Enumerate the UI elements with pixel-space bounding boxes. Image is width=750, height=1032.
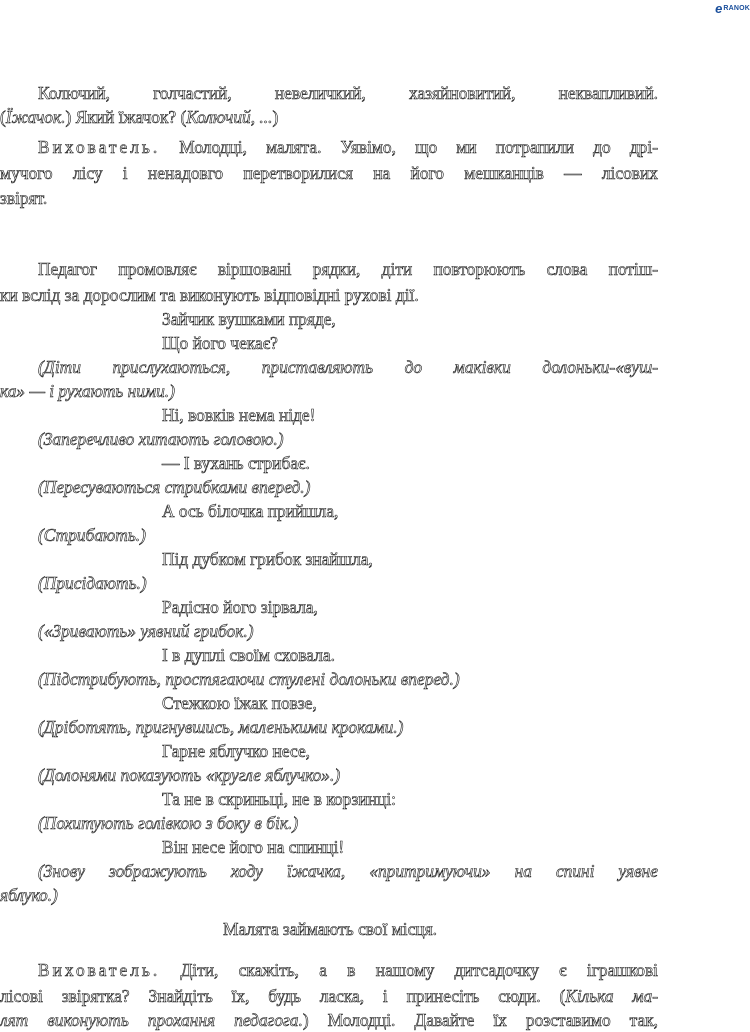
stage-direction: (Стрибають.) — [38, 525, 146, 545]
poem-verse: Що його чекає? — [162, 333, 278, 353]
p4-line3: лят виконують прохання педагога.) Молодці. Давайте їх розставимо так, — [0, 1010, 658, 1030]
p3-line2: ки вслід за дорослим та виконують відповідні рухові дії. — [0, 285, 419, 305]
logo-mark: e — [715, 0, 723, 16]
poem-verse: Гарне яблучко несе, — [162, 741, 311, 761]
p2-line3: звірят. — [0, 188, 48, 208]
logo-text: RANOK — [723, 4, 750, 12]
speaker-label: Вихователь. — [38, 137, 161, 157]
poem-verse: Стежкою їжак повзе, — [162, 693, 317, 713]
stage-direction: (Долонями показують «кругле яблучко».) — [38, 765, 341, 785]
poem-verse: І в дуплі своїм сховала. — [162, 645, 335, 665]
stage-direction: («Зривають» уявний грибок.) — [38, 621, 254, 641]
stage-direction: ка» — і рухають ними.) — [0, 381, 175, 401]
stage-direction: (Пересуваються стрибками вперед.) — [38, 477, 311, 497]
p4-line2: лісові звірятка? Знайдіть їх, будь ласка, і принесіть сюди. (Кілька ма- — [0, 986, 658, 1006]
p3-line1: Педагог промовляє віршовані рядки, діти повторюють слова потіш- — [38, 259, 658, 279]
p2-line2: мучого лісу і ненадовго перетворилися на його мешканців — лісових — [0, 163, 658, 183]
stage-direction: яблуко.) — [0, 885, 58, 905]
poem-verse: Зайчик вушками пряде, — [162, 309, 336, 329]
p1-line1: Колючий, голчастий, невеличкий, хазяйновитий, неквапливий. — [38, 83, 658, 103]
publisher-logo — [715, 2, 750, 14]
poem-verse: Під дубком грибок знайшла, — [162, 549, 373, 569]
stage-direction: (Знову зображують ходу їжачка, «притримуючи» на спині уявне — [38, 861, 658, 881]
stage-direction: (Дріботять, пригнувшись, маленькими кроками.) — [38, 717, 404, 737]
poem-verse: Та не в скриньці, не в корзинці: — [162, 789, 396, 809]
stage-direction: (Діти прислухаються, приставляють до маківки долоньки-«вуш- — [38, 357, 658, 377]
p4-line1: Вихователь. Діти, скажіть, а в нашому дитсадочку є іграшкові — [38, 960, 658, 980]
poem-verse: Ні, вовків нема ніде! — [162, 405, 316, 425]
stage-direction: (Присідають.) — [38, 573, 147, 593]
stage-direction: (Заперечливо хитають головою.) — [38, 429, 284, 449]
centered-remark: Малята займають свої місця. — [223, 919, 437, 939]
poem-verse: Він несе його на спинці! — [162, 837, 345, 857]
stage-direction: (Похитують голівкою з боку в бік.) — [38, 813, 299, 833]
speaker-label: Вихователь. — [38, 960, 161, 980]
p1-line2: (Їжачок.) Який їжачок? (Колючий, ...) — [0, 107, 279, 127]
poem-verse: Радісно його зірвала, — [162, 597, 318, 617]
stage-direction: (Підстрибують, простягаючи стулені долоньки вперед.) — [38, 669, 460, 689]
poem-verse: А ось білочка прийшла, — [162, 501, 339, 521]
p2-line1: Вихователь. Молодці, малята. Уявімо, що ми потрапили до дрі- — [38, 137, 658, 157]
poem-verse: — І вухань стрибає. — [162, 453, 310, 473]
